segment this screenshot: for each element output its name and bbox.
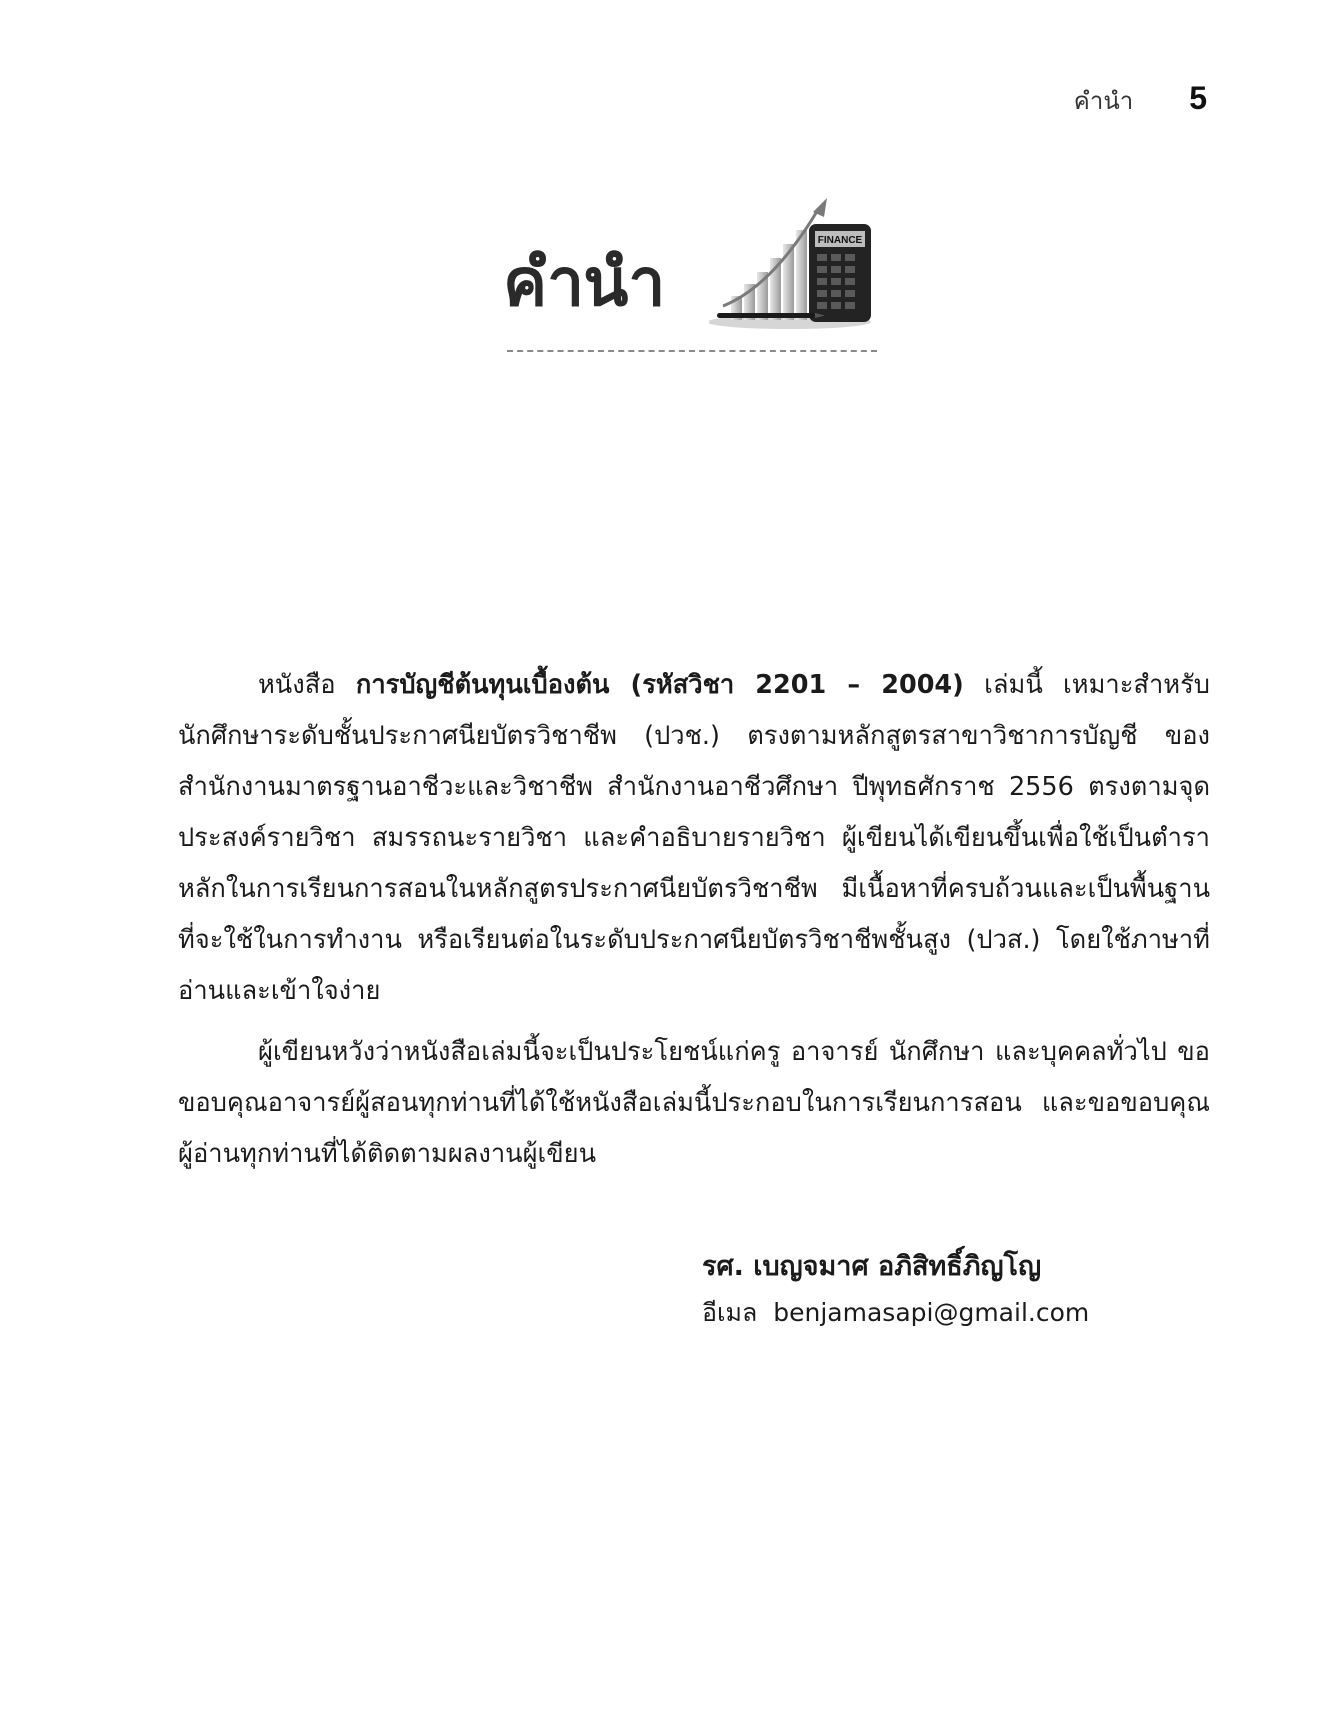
preface-body <box>178 660 1210 1190</box>
book-title: การบัญชีต้นทุนเบื้องต้น (รหัสวิชา 2201 – 2004) <box>355 670 964 700</box>
preface-paragraph-1-text: เล่มนี้ เหมาะสำหรับนักศึกษาระดับชั้นประกาศนียบัตรวิชาชีพ (ปวช.) ตรงตามหลักสูตรสาขาวิชาการบัญชี ของสำนักงานมาตรฐานอาชีวะและวิชาชีพ สำนักงานอาชีวศึกษา ปีพุทธศักราช 2556 ตรงตามจุดประสงค์รายวิชา สมรรถนะรายวิชา และคำอธิบายรายวิชา ผู้เขียนได้เขียนขึ้นเพื่อใช้เป็นตำราหลักในการเรียนการสอนในหลักสูตรประกาศนียบัตรวิชาชีพ มีเนื้อหาที่ครบถ้วนและเป็นพื้นฐานที่จะใช้ในการทำงาน หรือเรียนต่อในระดับประกาศนียบัตรวิชาชีพชั้นสูง (ปวส.) โดยใช้ภาษาที่อ่านและเข้าใจง่าย <box>178 670 1210 1006</box>
email-label: อีเมล <box>702 1298 758 1327</box>
finance-chart-illustration <box>709 198 879 348</box>
heading-divider <box>507 350 877 352</box>
author-email-line <box>702 1289 1089 1337</box>
author-signature <box>702 1245 1089 1337</box>
page-title: คำนำ <box>503 244 665 321</box>
preface-paragraph-1 <box>178 660 1210 1017</box>
finance-label: FINANCE <box>817 235 863 246</box>
author-name: รศ. เบญจมาศ อภิสิทธิ์ภิญโญ <box>702 1251 1042 1282</box>
page-number: 5 <box>1189 80 1207 116</box>
heading-block <box>503 198 883 358</box>
running-title: คำนำ <box>1073 87 1134 115</box>
email-address: benjamasapi@gmail.com <box>773 1298 1090 1327</box>
preface-intro: หนังสือ <box>258 670 356 700</box>
preface-paragraph-2: ผู้เขียนหวังว่าหนังสือเล่มนี้จะเป็นประโยชน์แก่ครู อาจารย์ นักศึกษา และบุคคลทั่วไป ขอขอบคุณอาจารย์ผู้สอนทุกท่านที่ได้ใช้หนังสือเล่มนี้ประกอบในการเรียนการสอน และขอขอบคุณผู้อ่านทุกท่านที่ได้ติดตามผลงานผู้เขียน <box>178 1037 1210 1169</box>
running-header <box>1074 80 1207 120</box>
